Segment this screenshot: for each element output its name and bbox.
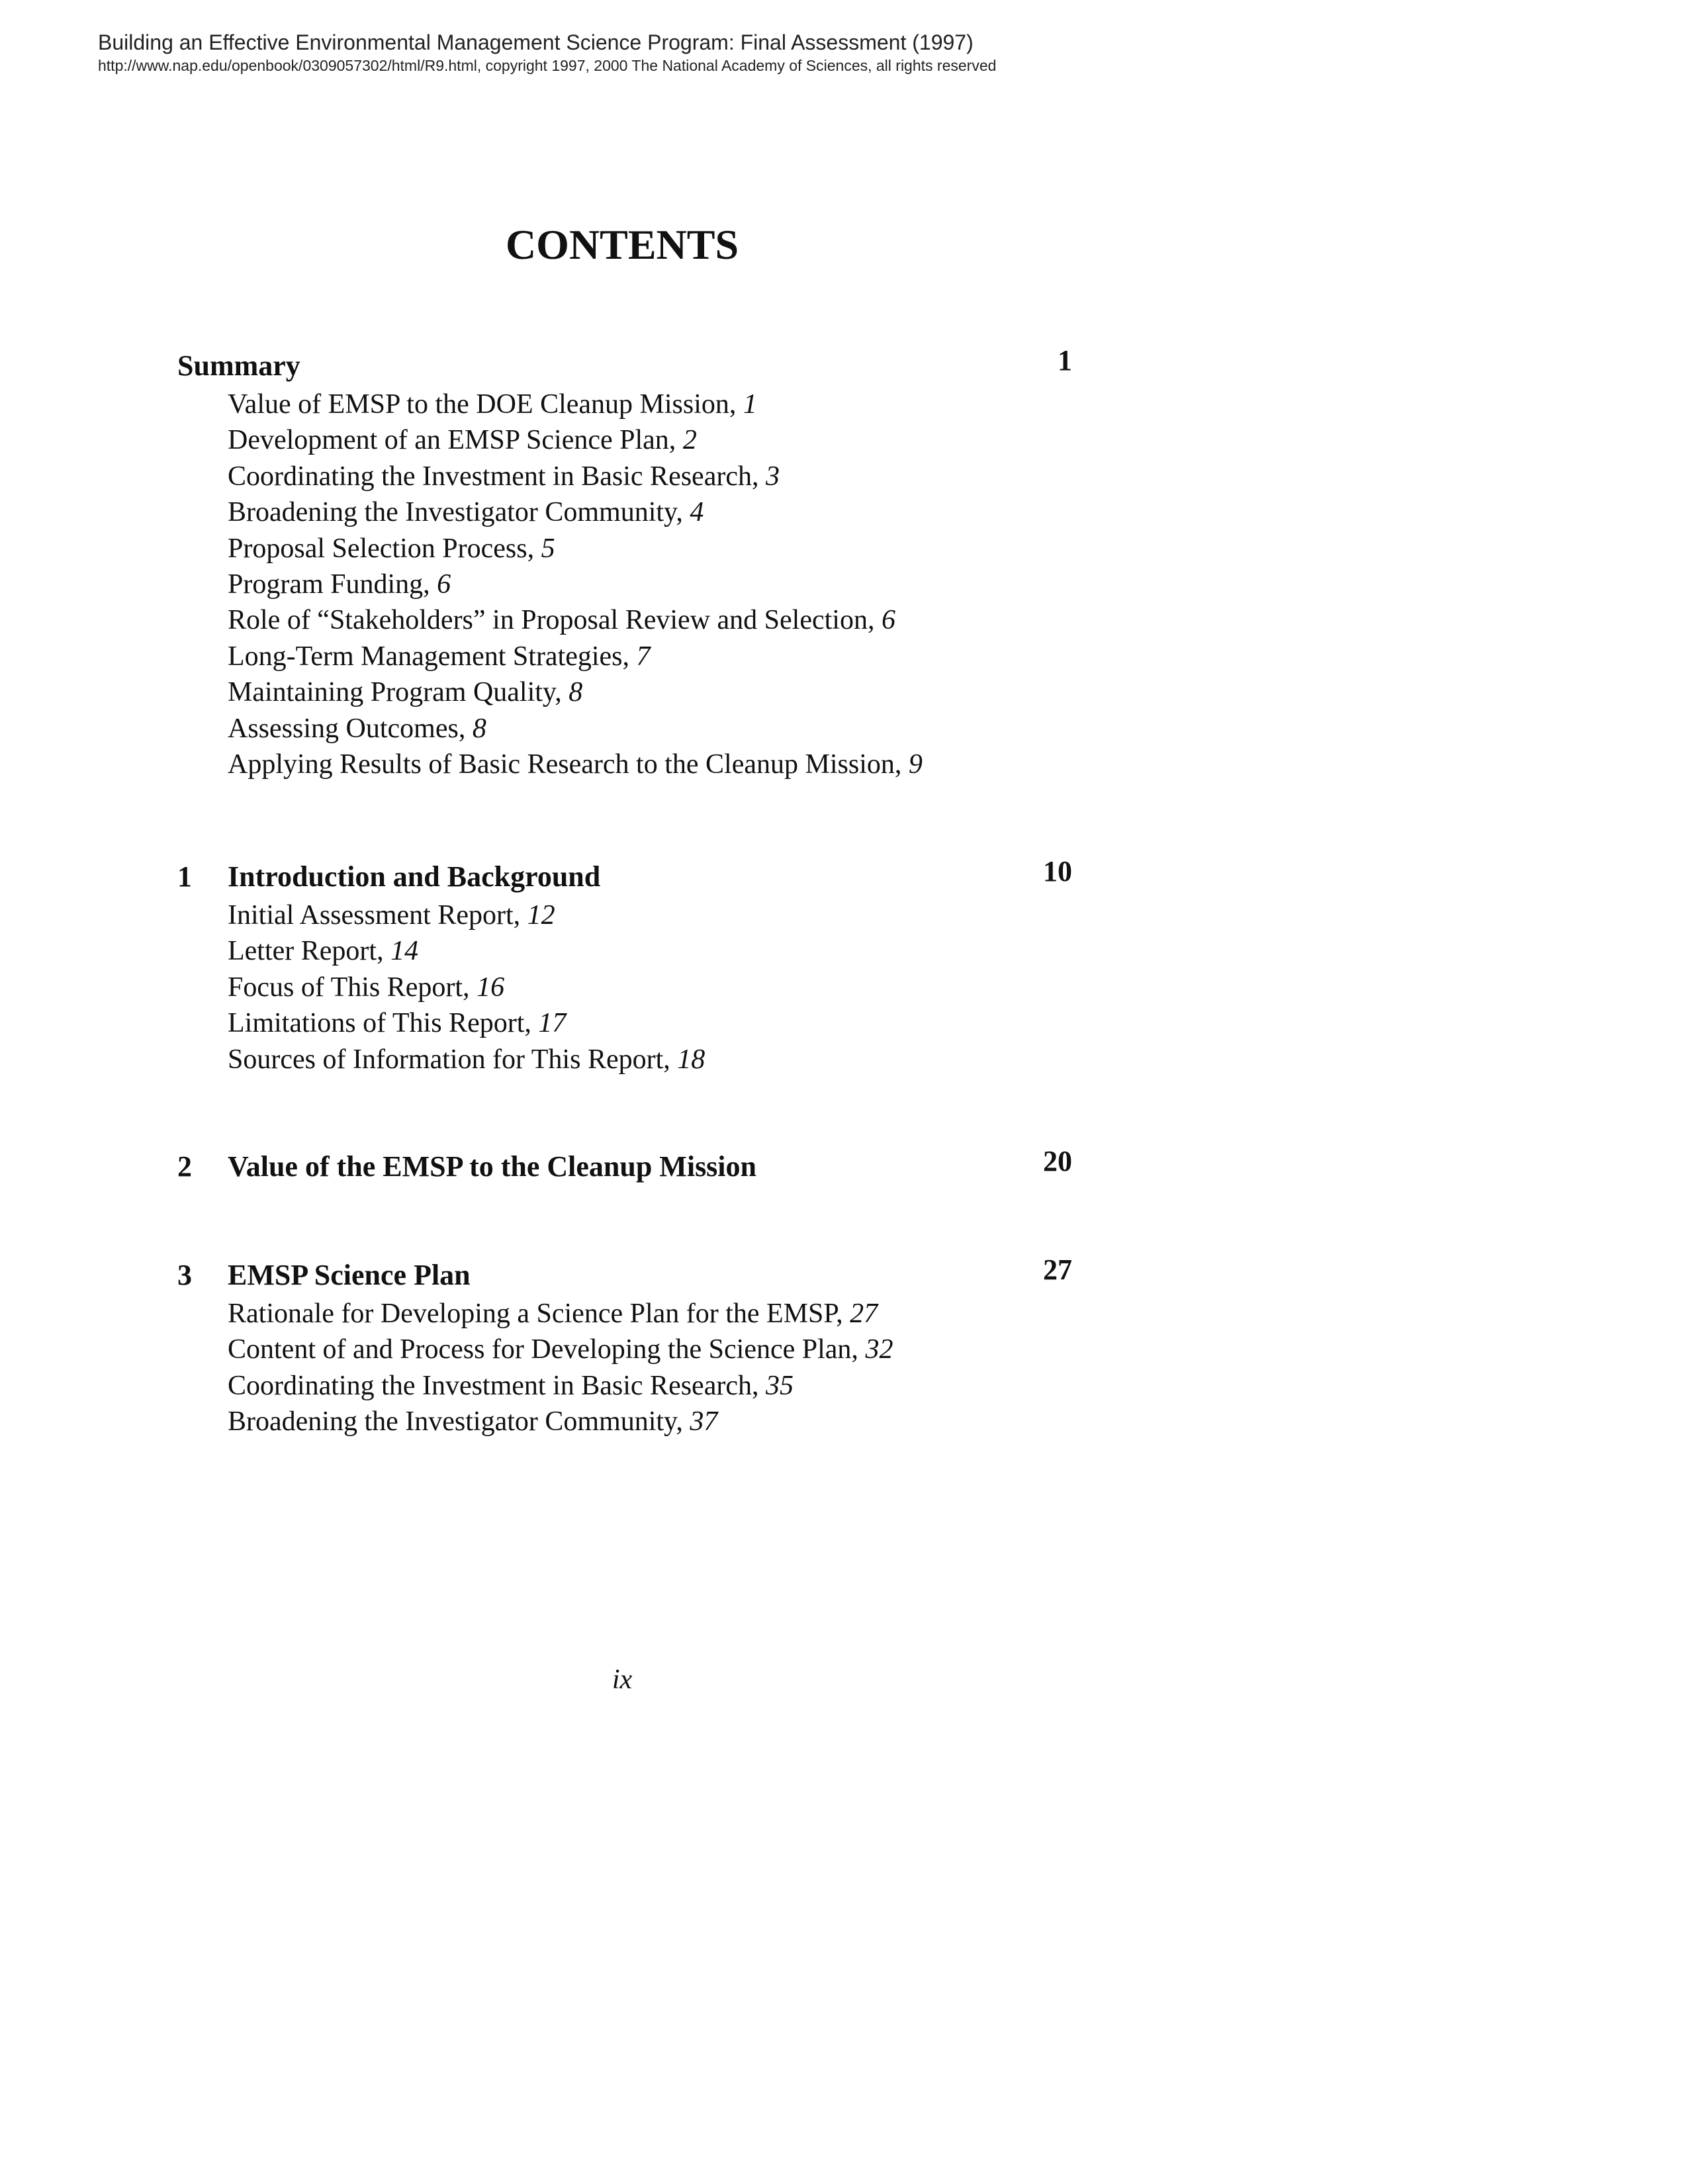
toc-section-title[interactable]: Introduction and Background xyxy=(228,860,601,893)
toc-entry[interactable]: Focus of This Report, 16 xyxy=(228,972,505,1003)
toc-chapter-number: 1 xyxy=(177,860,192,893)
toc-entry[interactable]: Rationale for Developing a Science Plan for the EMSP, 27 xyxy=(228,1298,878,1329)
toc-entry-page: 3 xyxy=(765,461,780,492)
toc-section-page: 27 xyxy=(1043,1253,1072,1286)
toc-entry[interactable]: Role of “Stakeholders” in Proposal Review and Selection, 6 xyxy=(228,605,895,636)
toc-entry-page: 5 xyxy=(541,533,555,564)
book-title: Building an Effective Environmental Management Science Program: Final Assessment (1997) xyxy=(98,30,974,54)
toc-entry[interactable]: Letter Report, 14 xyxy=(228,936,419,967)
toc-section-header xyxy=(0,345,1685,387)
toc-section-title[interactable]: Value of the EMSP to the Cleanup Mission xyxy=(228,1150,757,1183)
toc-entry-page: 17 xyxy=(538,1008,567,1039)
toc-entry[interactable]: Broadening the Investigator Community, 37 xyxy=(228,1406,718,1437)
toc-entry-page: 7 xyxy=(636,641,651,672)
toc-entry-page: 32 xyxy=(865,1334,893,1365)
toc-section-chapter-3 xyxy=(0,1255,1685,1440)
toc-entry[interactable]: Proposal Selection Process, 5 xyxy=(228,533,555,564)
toc-section-page: 10 xyxy=(1043,855,1072,887)
toc-section-page: 20 xyxy=(1043,1145,1072,1177)
toc-chapter-number: 3 xyxy=(177,1259,192,1291)
toc-entry[interactable]: Coordinating the Investment in Basic Research, 3 xyxy=(228,461,780,492)
toc-entry-page: 8 xyxy=(472,713,486,744)
source-url-copyright: http://www.nap.edu/openbook/0309057302/html/R9.html, copyright 1997, 2000 The National Academy of Sciences, all rights reserved xyxy=(98,57,997,74)
toc-entry[interactable]: Sources of Information for This Report, 18 xyxy=(228,1044,706,1075)
toc-entry-page: 8 xyxy=(569,677,583,708)
contents-heading: CONTENTS xyxy=(505,221,739,268)
toc-entry[interactable]: Program Funding, 6 xyxy=(228,569,451,600)
toc-entry[interactable]: Broadening the Investigator Community, 4 xyxy=(228,497,704,528)
toc-entry[interactable]: Limitations of This Report, 17 xyxy=(228,1008,567,1039)
toc-entry[interactable]: Coordinating the Investment in Basic Research, 35 xyxy=(228,1370,794,1401)
toc-section-page: 1 xyxy=(1058,344,1072,377)
toc-entry[interactable]: Value of EMSP to the DOE Cleanup Mission, 1 xyxy=(228,389,757,420)
toc-entry-page: 37 xyxy=(690,1406,718,1437)
toc-entry[interactable]: Development of an EMSP Science Plan, 2 xyxy=(228,425,697,456)
toc-entry-page: 2 xyxy=(682,425,697,456)
toc-section-title[interactable]: EMSP Science Plan xyxy=(228,1259,471,1291)
toc-entry-page: 6 xyxy=(881,605,895,636)
toc-entry[interactable]: Applying Results of Basic Research to the Cleanup Mission, 9 xyxy=(228,749,923,780)
toc-entry-list xyxy=(228,897,1685,1077)
toc-section-header xyxy=(0,1146,1685,1187)
toc-entry-page: 12 xyxy=(527,900,555,931)
toc-entry[interactable]: Assessing Outcomes, 8 xyxy=(228,713,486,744)
toc-entry-page: 1 xyxy=(743,389,757,420)
toc-entry-page: 4 xyxy=(690,497,704,528)
toc-section-header xyxy=(0,856,1685,897)
toc-section-title[interactable]: Summary xyxy=(177,349,300,382)
toc-entry-page: 18 xyxy=(677,1044,706,1075)
page-folio: ix xyxy=(612,1664,633,1695)
toc-section-chapter-1 xyxy=(0,856,1685,1077)
toc-entry-page: 35 xyxy=(765,1370,794,1401)
toc-section-header xyxy=(0,1255,1685,1296)
toc-entry[interactable]: Content of and Process for Developing the Science Plan, 32 xyxy=(228,1334,893,1365)
toc-entry-page: 27 xyxy=(850,1298,878,1329)
toc-entry[interactable]: Initial Assessment Report, 12 xyxy=(228,900,555,931)
toc-entry[interactable]: Maintaining Program Quality, 8 xyxy=(228,677,583,708)
toc-chapter-number: 2 xyxy=(177,1150,192,1183)
page-header xyxy=(98,29,996,75)
toc-entry-page: 16 xyxy=(477,972,505,1003)
toc-section-chapter-2 xyxy=(0,1146,1685,1187)
toc-entry-page: 6 xyxy=(437,569,451,600)
toc-entry[interactable]: Long-Term Management Strategies, 7 xyxy=(228,641,651,672)
toc-entry-page: 14 xyxy=(390,936,419,967)
toc-entry-list xyxy=(228,1296,1685,1440)
toc-entry-list xyxy=(228,387,1685,782)
toc-section-summary xyxy=(0,345,1685,782)
toc-entry-page: 9 xyxy=(908,749,923,780)
